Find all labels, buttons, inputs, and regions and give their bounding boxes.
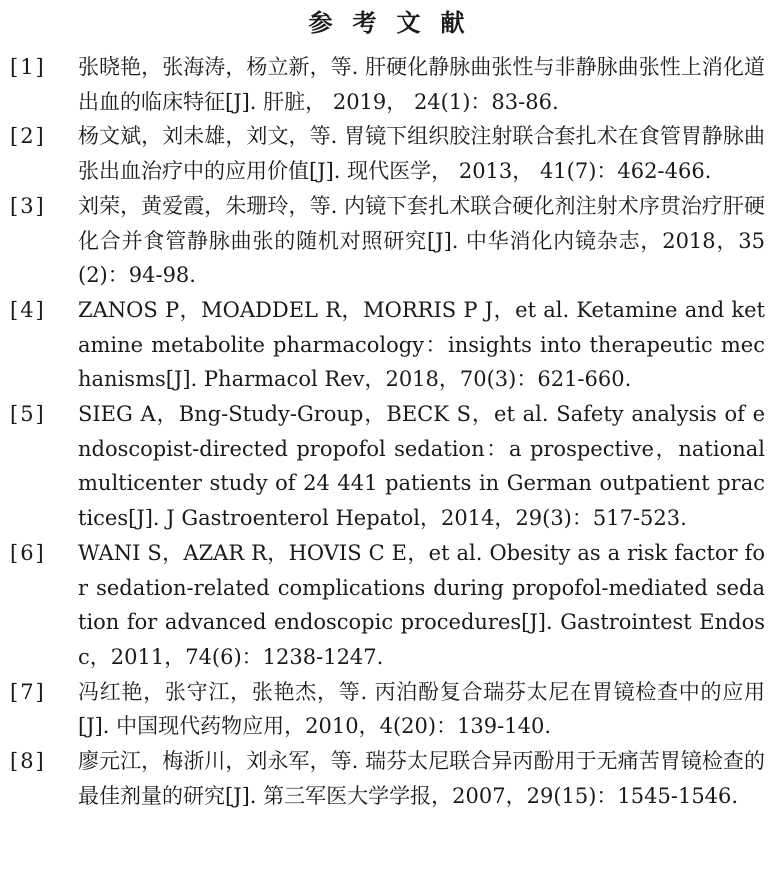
reference-item [0,50,773,119]
reference-number: [3] [10,193,46,218]
reference-number: [2] [10,124,46,149]
reference-number: [8] [10,749,46,774]
reference-item [0,119,773,188]
reference-number: [4] [10,297,46,322]
section-title: 参考文献 [308,9,485,37]
reference-number: [7] [10,679,46,704]
reference-item [0,293,773,397]
reference-item [0,189,773,293]
reference-text: SIEG A，Bng-Study-Group，BECK S，et al. Safety analysis of endoscopist-directed propofol sedation：a prospective，national multicenter study of 24 441 patients in German outpatient practices[J]. J Gastroenterol Hepatol，2014，29(3)：517-523. [78,402,765,531]
reference-list [0,50,773,813]
reference-text: 刘荣，黄爱霞，朱珊玲，等. 内镜下套扎术联合硬化剂注射术序贯治疗肝硬化合并食管静脉曲张的随机对照研究[J]. 中华消化内镜杂志，2018，35(2)：94-98. [78,193,765,288]
reference-text: 杨文斌，刘未雄，刘文，等. 胃镜下组织胶注射联合套扎术在食管胃静脉曲张出血治疗中的应用价值[J]. 现代医学， 2013， 41(7)：462-466. [78,124,765,184]
reference-item [0,744,773,813]
reference-text: ZANOS P，MOADDEL R，MORRIS P J，et al. Ketamine and ketamine metabolite pharmacology：insights into therapeutic mechanisms[J]. Pharmacol Rev，2018，70(3)：621-660. [78,297,765,392]
reference-item [0,397,773,536]
reference-text: 张晓艳，张海涛，杨立新，等. 肝硬化静脉曲张性与非静脉曲张性上消化道出血的临床特征[J]. 肝脏， 2019， 24(1)：83-86. [78,55,765,114]
reference-item [0,675,773,744]
reference-item [0,536,773,675]
reference-number: [1] [10,55,46,79]
reference-number: [5] [10,402,46,427]
reference-number: [6] [10,540,46,565]
reference-text: WANI S，AZAR R，HOVIS C E，et al. Obesity as a risk factor for sedation-related complications during propofol-mediated sedation for advanced endoscopic procedures[J]. Gastrointest Endosc，2011，74(6)：1238-1247. [78,540,765,669]
reference-text: 廖元江，梅浙川，刘永军，等. 瑞芬太尼联合异丙酚用于无痛苦胃镜检查的最佳剂量的研究[J]. 第三军医大学学报，2007，29(15)：1545-1546. [78,749,765,808]
reference-text: 冯红艳，张守江，张艳杰，等. 丙泊酚复合瑞芬太尼在胃镜检查中的应用[J]. 中国现代药物应用，2010，4(20)：139-140. [78,679,765,739]
